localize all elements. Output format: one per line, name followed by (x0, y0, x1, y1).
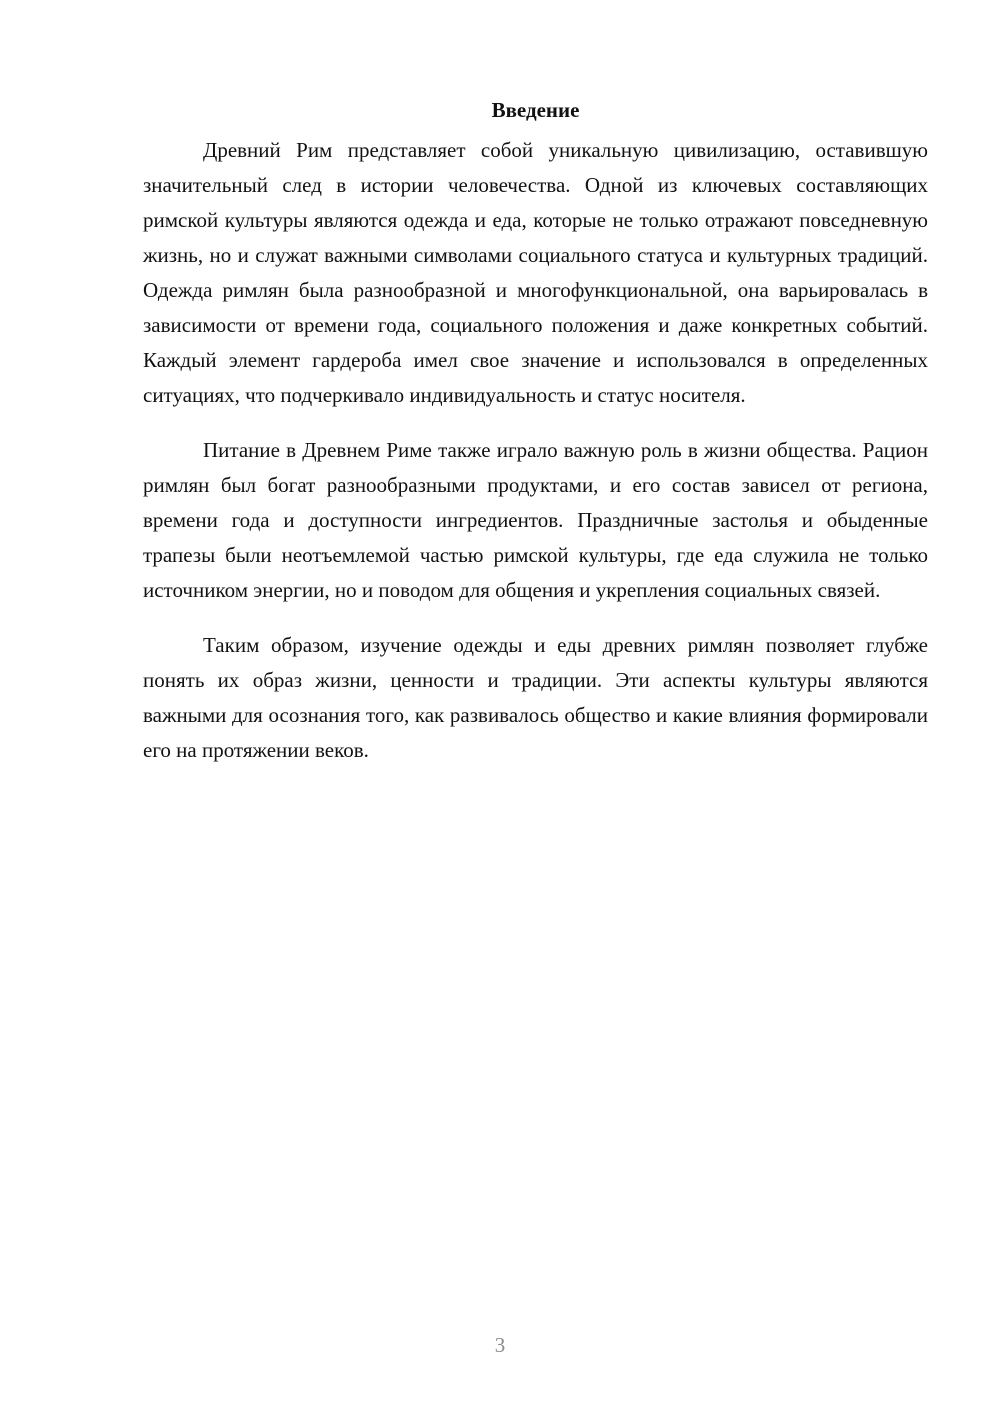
section-heading: Введение (491, 98, 580, 122)
page-content (143, 92, 928, 768)
paragraph-nutrition: Питание в Древнем Риме также играло важную роль в жизни общества. Рацион римлян был богат разнообразными продуктами, и его состав зависел от региона, времени года и доступности ингредиентов. Праздничные застолья и обыденные трапезы были неотъемлемой частью римской культуры, где еда служила не только источником энергии, но и поводом для общения и укрепления социальных связей. (143, 438, 928, 602)
paragraph-intro: Древний Рим представляет собой уникальную цивилизацию, оставившую значительный след в истории человечества. Одной из ключевых составляющих римской культуры являются одежда и еда, которые не только отражают повседневную жизнь, но и служат важными символами социального статуса и культурных традиций. Одежда римлян была разнообразной и многофункциональной, она варьировалась в зависимости от времени года, социального положения и даже конкретных событий. Каждый элемент гардероба имел свое значение и использовался в определенных ситуациях, что подчеркивало индивидуальность и статус носителя. (143, 138, 928, 407)
paragraph-conclusion: Таким образом, изучение одежды и еды древних римлян позволяет глубже понять их образ жизни, ценности и традиции. Эти аспекты культуры являются важными для осознания того, как развивалось общество и какие влияния формировали его на протяжении веков. (143, 633, 928, 762)
page-number: 3 (494, 1333, 506, 1357)
